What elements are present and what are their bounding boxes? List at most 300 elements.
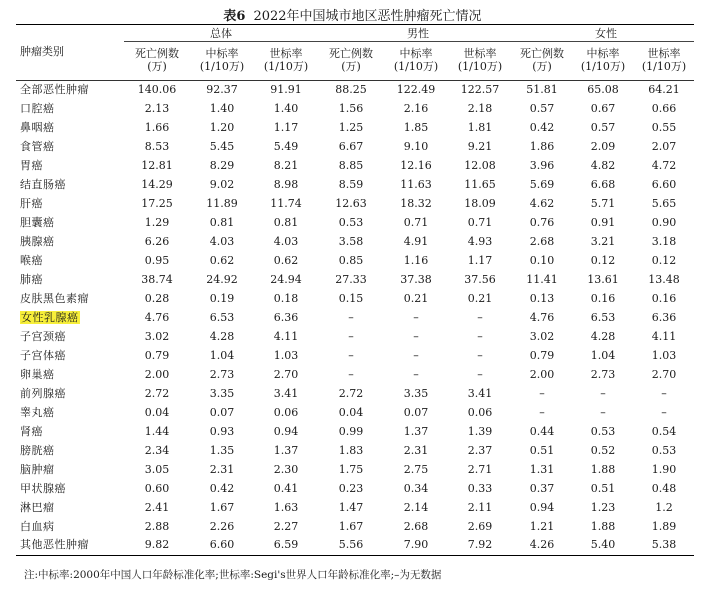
value-cell: 4.11 [273, 329, 299, 343]
row-category [16, 442, 124, 461]
value-cell: 14.29 [141, 177, 173, 191]
value-cell: 0.62 [273, 253, 299, 267]
value-cell: 4.82 [590, 158, 616, 172]
value-cell: 1.81 [467, 120, 493, 134]
value-cell: 0.53 [590, 424, 616, 438]
value-cell: 1.39 [467, 424, 493, 438]
value-cell: 65.08 [587, 82, 619, 96]
value-cell: 0.95 [144, 253, 170, 267]
col-header-deaths-female: 死亡例数 (万) [512, 42, 572, 81]
value-cell: 0.71 [467, 215, 493, 229]
category-label: 全部恶性肿瘤 [20, 82, 89, 96]
value-cell: 122.49 [396, 82, 436, 96]
value-cell: 2.27 [273, 519, 299, 533]
value-cell: 0.37 [529, 481, 555, 495]
value-cell: 13.48 [648, 272, 680, 286]
value-cell: 3.18 [651, 234, 677, 248]
value-cell: 1.86 [529, 139, 555, 153]
value-cell: 64.21 [648, 82, 680, 96]
value-cell: 1.90 [651, 462, 677, 476]
value-cell: 0.18 [273, 291, 299, 305]
value-cell: 0.62 [209, 253, 235, 267]
value-cell: 1.21 [529, 519, 555, 533]
table-footnote: 注:中标率:2000年中国人口年龄标准化率;世标率:Segi's世界人口年龄标准化率;–为无数据 [24, 569, 442, 581]
table-row [16, 423, 694, 442]
category-header: 肿瘤类别 [16, 25, 124, 81]
category-label: 白血病 [20, 519, 55, 533]
value-cell: – [600, 386, 606, 400]
value-cell: 5.69 [529, 177, 555, 191]
col-header-deaths-overall: 死亡例数 (万) [124, 42, 190, 81]
row-category [16, 404, 124, 423]
value-cell: 2.88 [144, 519, 170, 533]
value-cell: 1.56 [338, 101, 364, 115]
value-cell: 7.92 [448, 537, 512, 556]
value-cell: – [348, 367, 354, 381]
value-cell: 91.91 [270, 82, 302, 96]
value-cell: 4.28 [590, 329, 616, 343]
table-row [16, 271, 694, 290]
value-cell: 2.31 [403, 443, 429, 457]
value-cell: 3.02 [529, 329, 555, 343]
value-cell: 4.91 [403, 234, 429, 248]
value-cell: 1.44 [144, 424, 170, 438]
row-category [16, 119, 124, 138]
value-cell: 0.04 [144, 405, 170, 419]
value-cell: 0.19 [209, 291, 235, 305]
value-cell: 0.33 [467, 481, 493, 495]
value-cell: 18.32 [400, 196, 432, 210]
table-row [16, 537, 694, 556]
value-cell: 0.76 [529, 215, 555, 229]
value-cell: 0.94 [529, 500, 555, 514]
col-header-cn-rate-female: 中标率 (1/10万) [572, 42, 634, 81]
value-cell: – [661, 405, 667, 419]
value-cell: 0.21 [403, 291, 429, 305]
table-row [16, 385, 694, 404]
category-label: 卵巢癌 [20, 367, 55, 381]
group-header-male: 男性 [318, 25, 512, 42]
value-cell: 3.35 [403, 386, 429, 400]
value-cell: – [413, 367, 419, 381]
value-cell: 2.00 [144, 367, 170, 381]
value-cell: 1.04 [590, 348, 616, 362]
value-cell: 3.58 [338, 234, 364, 248]
value-cell: 1.40 [273, 101, 299, 115]
row-category [16, 176, 124, 195]
value-cell: 2.72 [144, 386, 170, 400]
value-cell: 0.07 [403, 405, 429, 419]
value-cell: 2.16 [403, 101, 429, 115]
value-cell: 13.61 [587, 272, 619, 286]
value-cell: 2.00 [529, 367, 555, 381]
value-cell: 4.26 [512, 537, 572, 556]
value-cell: 11.74 [270, 196, 302, 210]
value-cell: 0.16 [590, 291, 616, 305]
value-cell: 2.70 [273, 367, 299, 381]
value-cell: 4.72 [651, 158, 677, 172]
value-cell: 0.16 [651, 291, 677, 305]
value-cell: 51.81 [526, 82, 558, 96]
value-cell: 12.08 [464, 158, 496, 172]
value-cell: 11.63 [400, 177, 432, 191]
value-cell: 0.52 [590, 443, 616, 457]
row-category [16, 499, 124, 518]
value-cell: 37.38 [400, 272, 432, 286]
category-label: 膀胱癌 [20, 443, 55, 457]
value-cell: 8.53 [144, 139, 170, 153]
highlighted-category-label: 女性乳腺癌 [21, 310, 79, 324]
value-cell: 1.35 [209, 443, 235, 457]
value-cell: 2.09 [590, 139, 616, 153]
value-cell: – [477, 348, 483, 362]
table-row [16, 290, 694, 309]
value-cell: 140.06 [137, 82, 177, 96]
value-cell: 1.37 [273, 443, 299, 457]
value-cell: 3.41 [467, 386, 493, 400]
value-cell: 0.44 [529, 424, 555, 438]
table-number: 表6 [223, 9, 246, 24]
category-label: 睾丸癌 [20, 405, 55, 419]
value-cell: 1.03 [651, 348, 677, 362]
value-cell: 0.34 [403, 481, 429, 495]
value-cell: 3.35 [209, 386, 235, 400]
value-cell: 2.11 [467, 500, 493, 514]
category-label: 食管癌 [20, 139, 55, 153]
value-cell: 6.60 [190, 537, 254, 556]
value-cell: 0.81 [209, 215, 235, 229]
value-cell: 0.67 [590, 101, 616, 115]
value-cell: 2.18 [467, 101, 493, 115]
value-cell: 4.93 [467, 234, 493, 248]
value-cell: – [539, 386, 545, 400]
value-cell: 0.57 [529, 101, 555, 115]
category-label: 鼻咽癌 [20, 120, 55, 134]
value-cell: 6.36 [651, 310, 677, 324]
value-cell: 0.48 [651, 481, 677, 495]
value-cell: 2.14 [403, 500, 429, 514]
value-cell: 0.04 [338, 405, 364, 419]
value-cell: 0.10 [529, 253, 555, 267]
value-cell: 4.76 [144, 310, 170, 324]
table-row [16, 442, 694, 461]
value-cell: 0.51 [590, 481, 616, 495]
value-cell: – [413, 329, 419, 343]
value-cell: 0.57 [590, 120, 616, 134]
value-cell: – [661, 386, 667, 400]
col-header-world-rate-male: 世标率 (1/10万) [448, 42, 512, 81]
row-category [16, 518, 124, 537]
value-cell: 2.71 [467, 462, 493, 476]
table-row [16, 100, 694, 119]
value-cell: 0.99 [338, 424, 364, 438]
category-label: 结直肠癌 [20, 177, 66, 191]
table-row [16, 404, 694, 423]
value-cell: 1.88 [590, 519, 616, 533]
mortality-table [16, 24, 694, 556]
value-cell: 1.2 [655, 500, 673, 514]
value-cell: 0.81 [273, 215, 299, 229]
table-title [0, 5, 705, 24]
category-label: 皮肤黑色素瘤 [20, 291, 89, 305]
value-cell: 5.40 [572, 537, 634, 556]
value-cell: 6.68 [590, 177, 616, 191]
col-header-deaths-male: 死亡例数 (万) [318, 42, 384, 81]
value-cell: 2.41 [144, 500, 170, 514]
value-cell: 1.66 [144, 120, 170, 134]
col-header-world-rate-female: 世标率 (1/10万) [634, 42, 694, 81]
value-cell: 0.60 [144, 481, 170, 495]
category-label: 肺癌 [20, 272, 43, 286]
value-cell: – [539, 405, 545, 419]
value-cell: 1.23 [590, 500, 616, 514]
value-cell: 24.94 [270, 272, 302, 286]
value-cell: 1.40 [209, 101, 235, 115]
value-cell: 1.83 [338, 443, 364, 457]
value-cell: 6.59 [254, 537, 318, 556]
value-cell: 4.28 [209, 329, 235, 343]
value-cell: 9.02 [209, 177, 235, 191]
category-label: 喉癌 [20, 253, 43, 267]
value-cell: 12.16 [400, 158, 432, 172]
row-category [16, 271, 124, 290]
value-cell: 11.89 [206, 196, 238, 210]
group-header-row [16, 25, 694, 42]
category-label: 子宫颈癌 [20, 329, 66, 343]
row-category [16, 233, 124, 252]
value-cell: 5.71 [590, 196, 616, 210]
value-cell: 38.74 [141, 272, 173, 286]
table-row [16, 347, 694, 366]
value-cell: 2.69 [467, 519, 493, 533]
row-category [16, 537, 124, 556]
value-cell: 2.75 [403, 462, 429, 476]
value-cell: 2.72 [338, 386, 364, 400]
value-cell: 2.30 [273, 462, 299, 476]
row-category [16, 309, 124, 328]
category-label: 胰腺癌 [20, 234, 55, 248]
category-label: 甲状腺癌 [20, 481, 66, 495]
row-category [16, 480, 124, 499]
value-cell: 0.93 [209, 424, 235, 438]
row-category [16, 423, 124, 442]
value-cell: 2.34 [144, 443, 170, 457]
row-category [16, 214, 124, 233]
value-cell: 0.79 [529, 348, 555, 362]
value-cell: 8.29 [209, 158, 235, 172]
value-cell: 0.07 [209, 405, 235, 419]
row-category [16, 328, 124, 347]
value-cell: 1.89 [651, 519, 677, 533]
value-cell: 7.90 [384, 537, 448, 556]
value-cell: 6.53 [590, 310, 616, 324]
category-label: 前列腺癌 [20, 386, 66, 400]
value-cell: 5.65 [651, 196, 677, 210]
value-cell: 0.85 [338, 253, 364, 267]
value-cell: 0.71 [403, 215, 429, 229]
row-category [16, 157, 124, 176]
value-cell: 11.41 [526, 272, 558, 286]
category-label: 其他恶性肿瘤 [20, 538, 89, 552]
row-category [16, 366, 124, 385]
table-row [16, 176, 694, 195]
table-row [16, 138, 694, 157]
value-cell: 4.62 [529, 196, 555, 210]
value-cell: 11.65 [464, 177, 496, 191]
value-cell: 0.79 [144, 348, 170, 362]
value-cell: 6.67 [338, 139, 364, 153]
value-cell: 12.63 [335, 196, 367, 210]
col-header-world-rate-overall: 世标率 (1/10万) [254, 42, 318, 81]
value-cell: 2.31 [209, 462, 235, 476]
table-row [16, 518, 694, 537]
value-cell: 1.16 [403, 253, 429, 267]
row-category [16, 138, 124, 157]
value-cell: 0.91 [590, 215, 616, 229]
category-label: 肝癌 [20, 196, 43, 210]
col-header-cn-rate-overall: 中标率 (1/10万) [190, 42, 254, 81]
value-cell: 6.26 [144, 234, 170, 248]
value-cell: 4.03 [209, 234, 235, 248]
value-cell: 2.68 [529, 234, 555, 248]
value-cell: 0.42 [209, 481, 235, 495]
value-cell: – [477, 329, 483, 343]
value-cell: 0.94 [273, 424, 299, 438]
value-cell: 2.07 [651, 139, 677, 153]
value-cell: 1.29 [144, 215, 170, 229]
value-cell: 8.85 [338, 158, 364, 172]
value-cell: 0.06 [273, 405, 299, 419]
value-cell: 0.66 [651, 101, 677, 115]
value-cell: 4.76 [529, 310, 555, 324]
value-cell: 1.25 [338, 120, 364, 134]
value-cell: 2.26 [209, 519, 235, 533]
value-cell: 1.03 [273, 348, 299, 362]
row-category [16, 461, 124, 480]
row-category [16, 347, 124, 366]
value-cell: 0.23 [338, 481, 364, 495]
row-category [16, 195, 124, 214]
category-label: 淋巴瘤 [20, 500, 55, 514]
value-cell: 17.25 [141, 196, 173, 210]
value-cell: 1.85 [403, 120, 429, 134]
value-cell: 0.15 [338, 291, 364, 305]
value-cell: – [348, 310, 354, 324]
table-row [16, 119, 694, 138]
value-cell: 0.12 [651, 253, 677, 267]
value-cell: 0.90 [651, 215, 677, 229]
value-cell: 8.59 [338, 177, 364, 191]
value-cell: 2.70 [651, 367, 677, 381]
table-title-text: 2022年中国城市地区恶性肿瘤死亡情况 [253, 9, 482, 24]
value-cell: 1.31 [529, 462, 555, 476]
category-label: 胆囊癌 [20, 215, 55, 229]
table-row [16, 461, 694, 480]
value-cell: 3.41 [273, 386, 299, 400]
table-row [16, 480, 694, 499]
value-cell: 1.75 [338, 462, 364, 476]
value-cell: – [348, 348, 354, 362]
value-cell: 1.17 [273, 120, 299, 134]
value-cell: 0.41 [273, 481, 299, 495]
category-label: 肾癌 [20, 424, 43, 438]
value-cell: 2.73 [590, 367, 616, 381]
value-cell: 5.49 [273, 139, 299, 153]
col-header-cn-rate-male: 中标率 (1/10万) [384, 42, 448, 81]
value-cell: 24.92 [206, 272, 238, 286]
value-cell: 122.57 [460, 82, 500, 96]
category-label: 胃癌 [20, 158, 43, 172]
table-row [16, 499, 694, 518]
value-cell: 1.04 [209, 348, 235, 362]
value-cell: 2.13 [144, 101, 170, 115]
value-cell: 1.67 [338, 519, 364, 533]
value-cell: 1.63 [273, 500, 299, 514]
value-cell: 0.06 [467, 405, 493, 419]
table-row [16, 309, 694, 328]
value-cell: – [477, 310, 483, 324]
value-cell: 9.21 [467, 139, 493, 153]
category-label: 口腔癌 [20, 101, 55, 115]
value-cell: 4.03 [273, 234, 299, 248]
table-row [16, 252, 694, 271]
value-cell: – [477, 367, 483, 381]
value-cell: 0.53 [651, 443, 677, 457]
row-category [16, 100, 124, 119]
value-cell: 6.36 [273, 310, 299, 324]
value-cell: – [413, 348, 419, 362]
category-label: 子宫体癌 [20, 348, 66, 362]
value-cell: 4.11 [651, 329, 677, 343]
table-row [16, 328, 694, 347]
value-cell: 1.47 [338, 500, 364, 514]
group-header-overall: 总体 [124, 25, 318, 42]
value-cell: 12.81 [141, 158, 173, 172]
value-cell: – [348, 329, 354, 343]
row-category [16, 290, 124, 309]
value-cell: 0.12 [590, 253, 616, 267]
table-row [16, 233, 694, 252]
value-cell: 0.21 [467, 291, 493, 305]
row-category [16, 252, 124, 271]
value-cell: 1.67 [209, 500, 235, 514]
row-category [16, 81, 124, 100]
value-cell: 3.05 [144, 462, 170, 476]
value-cell: 8.98 [273, 177, 299, 191]
value-cell: 2.68 [403, 519, 429, 533]
value-cell: 6.53 [209, 310, 235, 324]
value-cell: 37.56 [464, 272, 496, 286]
value-cell: 8.21 [273, 158, 299, 172]
value-cell: 1.20 [209, 120, 235, 134]
table-row [16, 214, 694, 233]
value-cell: 27.33 [335, 272, 367, 286]
value-cell: 0.42 [529, 120, 555, 134]
value-cell: 88.25 [335, 82, 367, 96]
group-header-female: 女性 [512, 25, 694, 42]
value-cell: 5.45 [209, 139, 235, 153]
value-cell: 6.60 [651, 177, 677, 191]
value-cell: 2.73 [209, 367, 235, 381]
value-cell: 0.28 [144, 291, 170, 305]
value-cell: – [600, 405, 606, 419]
value-cell: 3.96 [529, 158, 555, 172]
category-label: 脑肿瘤 [20, 462, 55, 476]
value-cell: – [413, 310, 419, 324]
table-body [16, 81, 694, 556]
value-cell: 0.55 [651, 120, 677, 134]
value-cell: 0.13 [529, 291, 555, 305]
